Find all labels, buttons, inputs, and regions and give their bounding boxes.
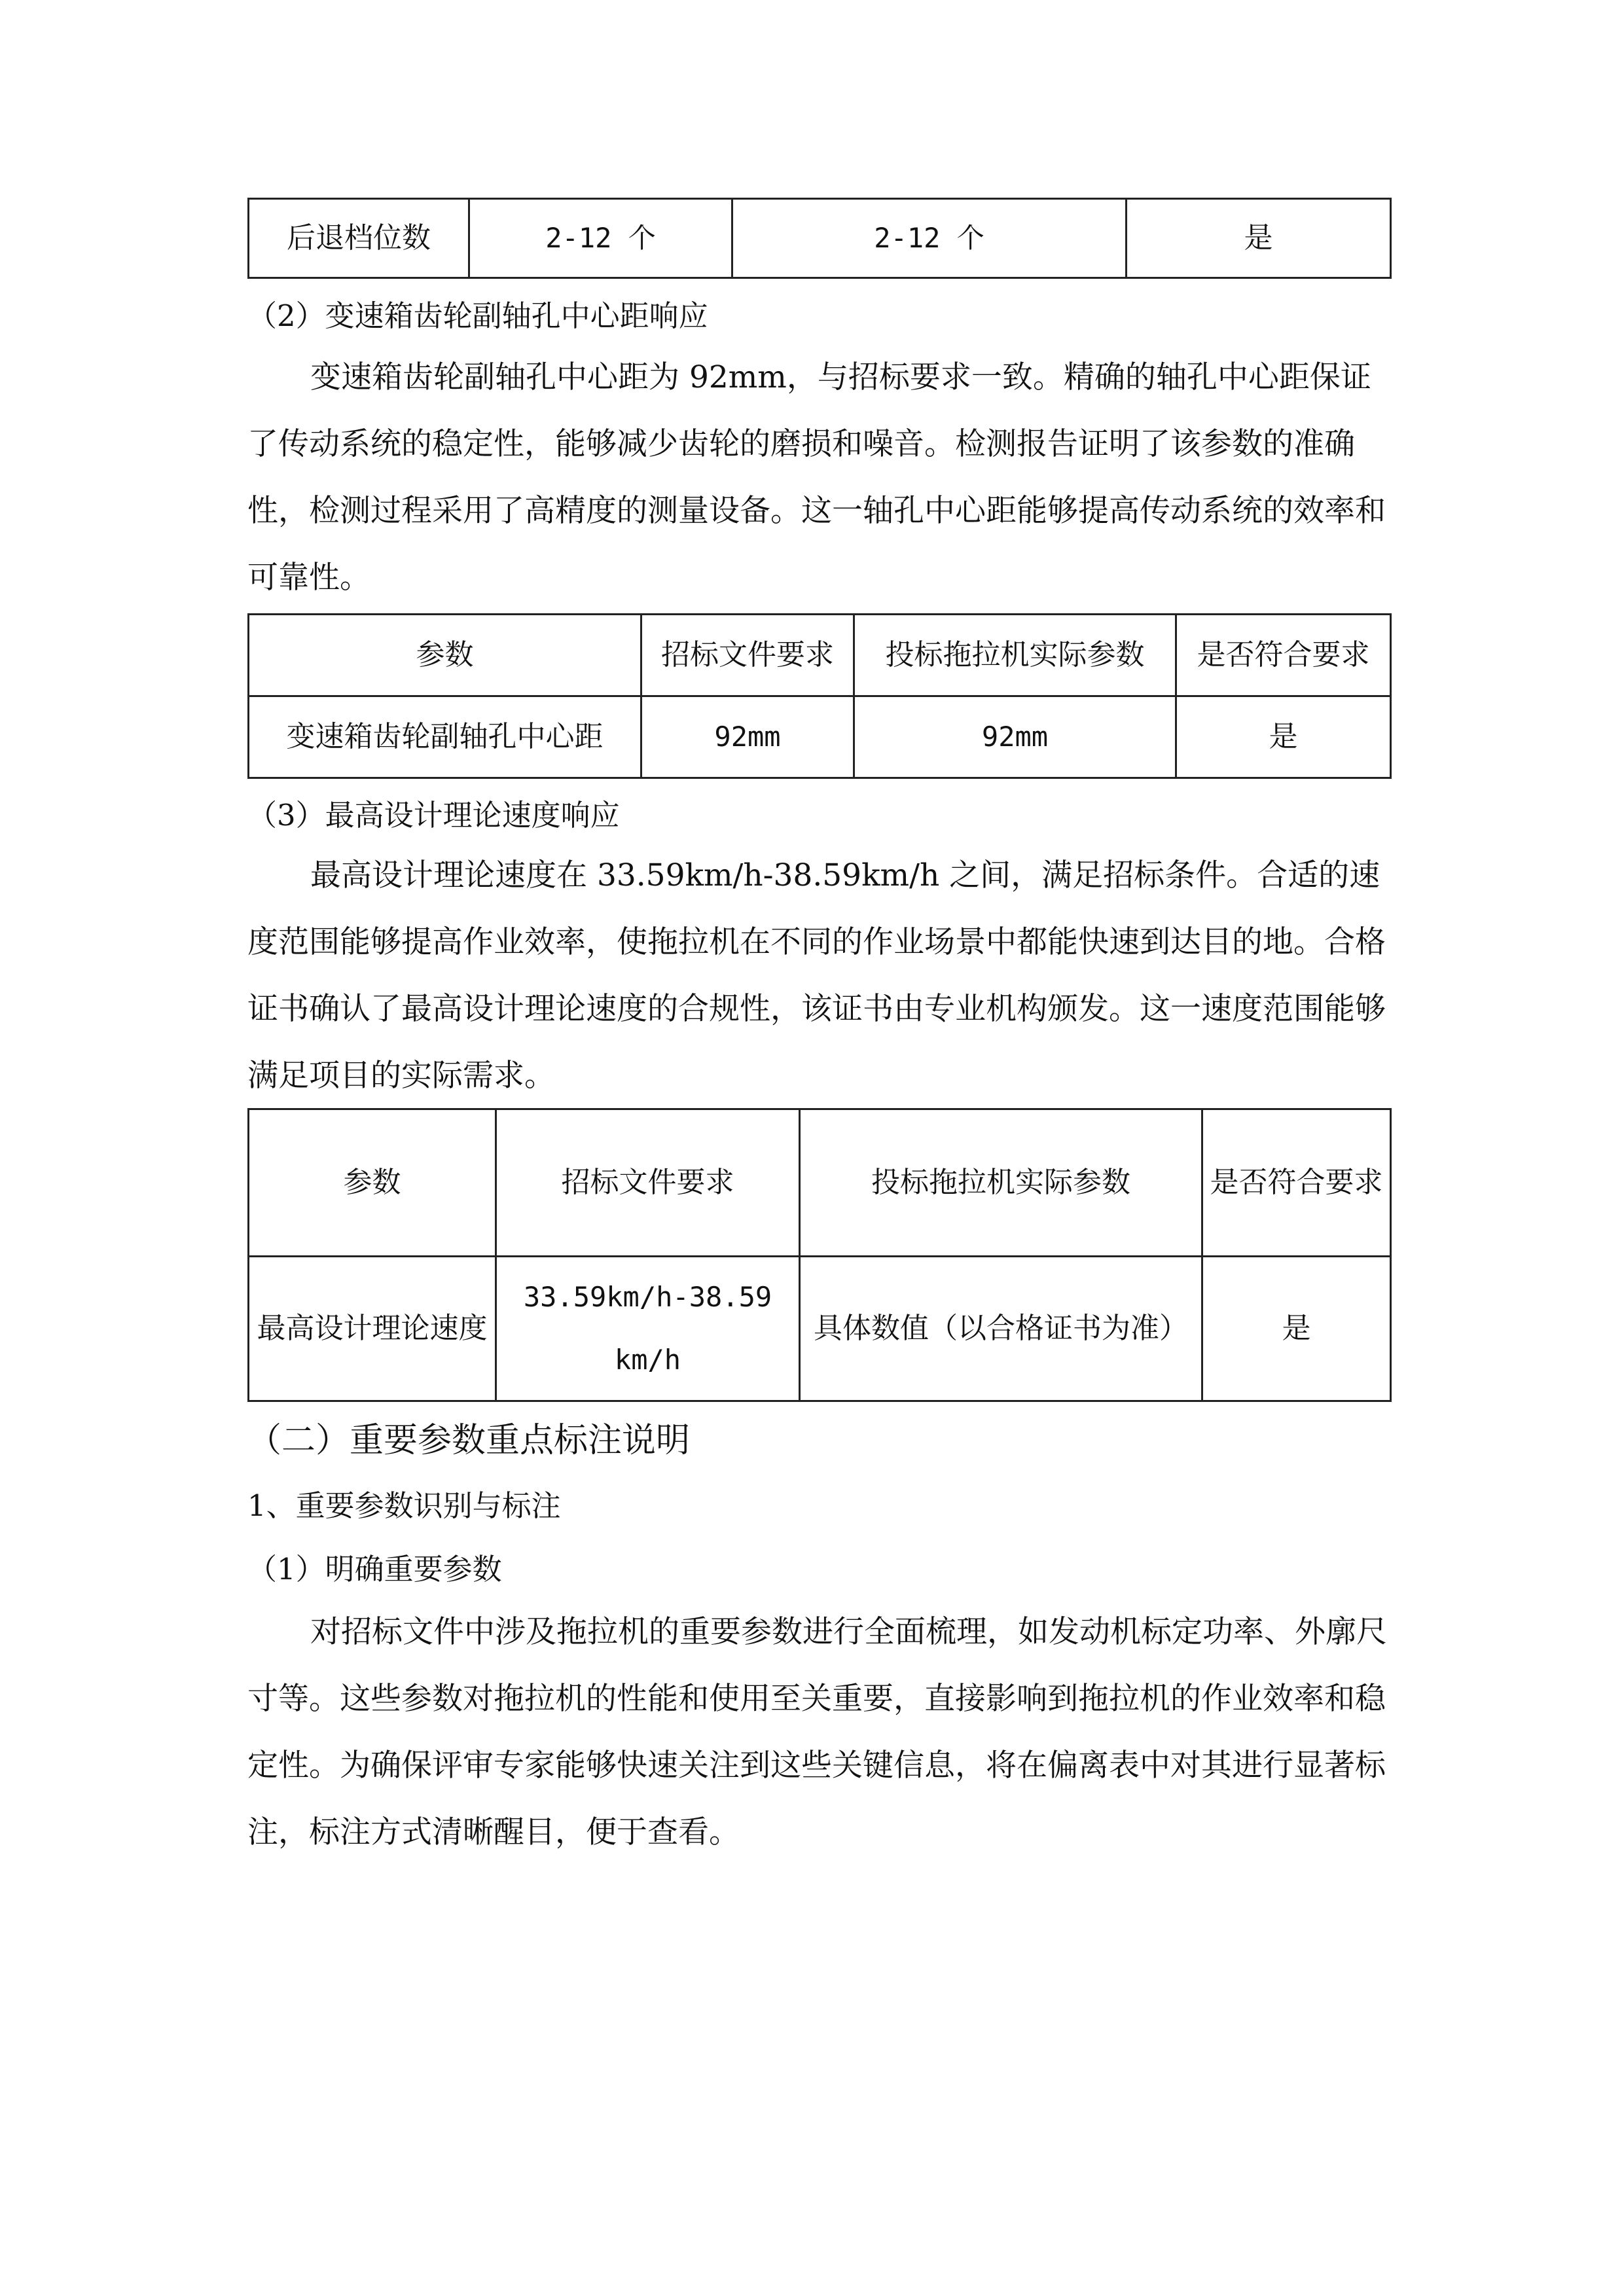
table-row [249,696,1391,778]
column-header: 是否符合要求 [1202,1109,1391,1257]
table-row [249,1257,1391,1401]
table-cell: 92mm [641,696,854,778]
table-cell: 后退档位数 [249,199,469,278]
column-header: 参数 [249,1109,496,1257]
sub-sub-heading: （1）明确重要参数 [247,1552,502,1587]
sub-heading: 1、重要参数识别与标注 [247,1488,561,1523]
paragraph-text: 变速箱齿轮副轴孔中心距为 92mm，与招标要求一致。精确的轴孔中心距保证了传动系统的稳定性，能够减少齿轮的磨损和噪音。检测报告证明了该参数的准确性，检测过程采用了高精度的测量设备。这一轴孔中心距能够提高传动系统的效率和可靠性。 [247,359,1386,596]
paragraph [247,344,1390,611]
paragraph [247,842,1390,1109]
section-heading: （3）最高设计理论速度响应 [247,798,620,833]
table-cell: 最高设计理论速度 [249,1257,496,1401]
column-header: 投标拖拉机实际参数 [854,615,1176,696]
max-speed-table [247,1108,1392,1402]
table-header-row [249,1109,1391,1257]
table-header-row [249,615,1391,696]
center-distance-table [247,613,1392,779]
section-heading: （2）变速箱齿轮副轴孔中心距响应 [247,298,708,333]
table-cell: 变速箱齿轮副轴孔中心距 [249,696,641,778]
column-header: 招标文件要求 [641,615,854,696]
column-header: 招标文件要求 [496,1109,800,1257]
paragraph-text: 最高设计理论速度在 33.59km/h-38.59km/h 之间，满足招标条件。合适的速度范围能够提高作业效率，使拖拉机在不同的作业场景中都能快速到达目的地。合格证书确认了最高设计理论速度的合规性，该证书由专业机构颁发。这一速度范围能够满足项目的实际需求。 [247,857,1386,1094]
paragraph-text: 对招标文件中涉及拖拉机的重要参数进行全面梳理，如发动机标定功率、外廓尺寸等。这些参数对拖拉机的性能和使用至关重要，直接影响到拖拉机的作业效率和稳定性。为确保评审专家能够快速关注到这些关键信息，将在偏离表中对其进行显著标注，标注方式清晰醒目，便于查看。 [247,1614,1387,1850]
paragraph [247,1599,1390,1866]
table-cell: 是 [1176,696,1391,778]
column-header: 投标拖拉机实际参数 [800,1109,1202,1257]
table-cell: 2-12 个 [732,199,1127,278]
table-cell: 2-12 个 [469,199,732,278]
table-cell: 是 [1202,1257,1391,1401]
table-cell: 92mm [854,696,1176,778]
part-heading: （二）重要参数重点标注说明 [247,1421,691,1460]
column-header: 是否符合要求 [1176,615,1391,696]
table-row [249,199,1391,278]
column-header: 参数 [249,615,641,696]
table-cell: 33.59km/h-38.59km/h [496,1257,800,1401]
gear-table [247,198,1392,279]
table-cell: 是 [1127,199,1391,278]
table-cell: 具体数值（以合格证书为准） [800,1257,1202,1401]
